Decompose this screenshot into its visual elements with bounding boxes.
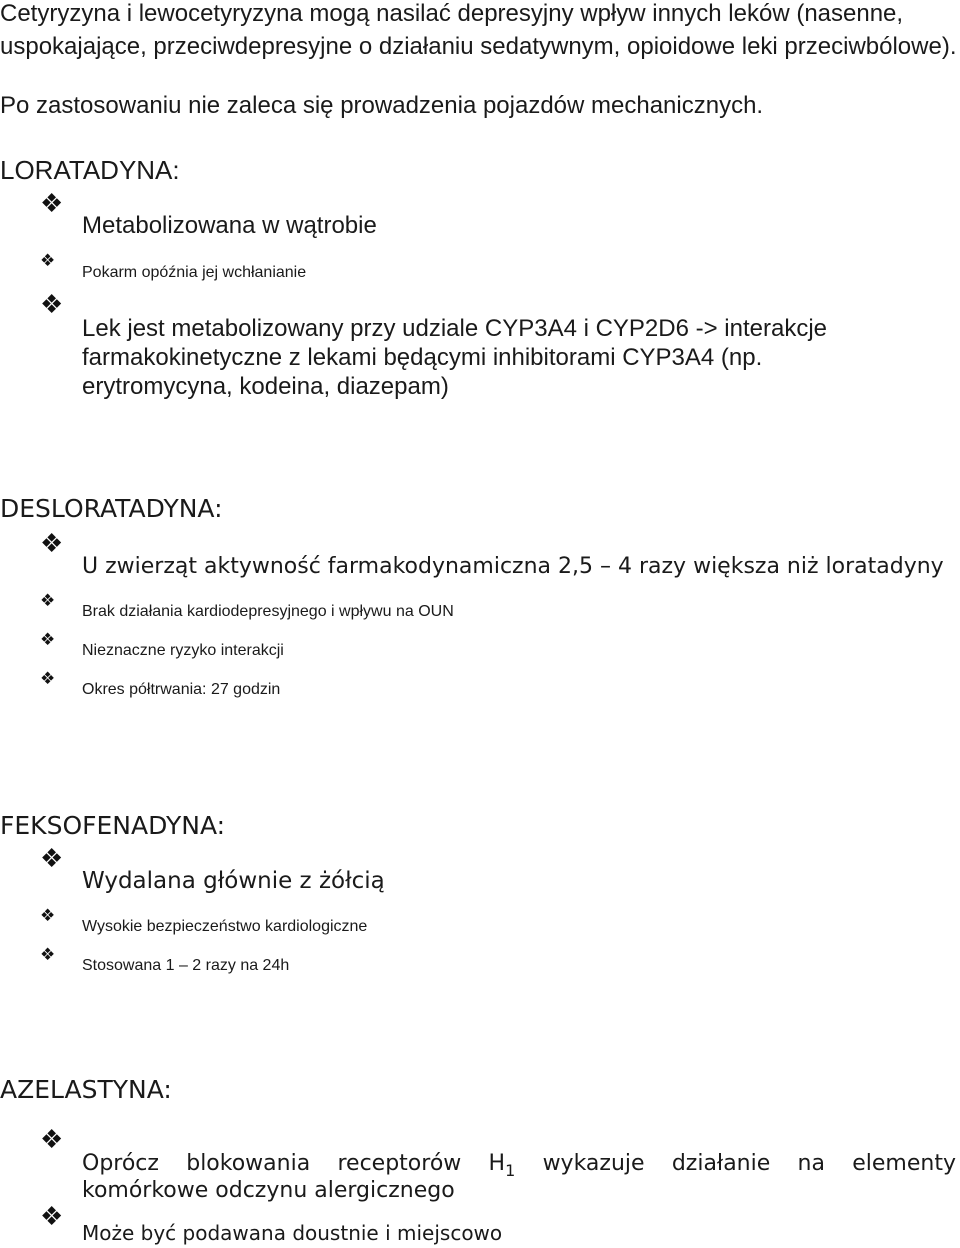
intro-line-2: uspokajające, przeciwdepresyjne o działaniu sedatywnym, opioidowe leki przeciwbólowe). [0,33,957,60]
bullet-icon: ❖ [40,528,64,558]
desloratadyna-item-4: Okres półtrwania: 27 godzin [82,681,281,698]
azelastyna-item-1-line-2: komórkowe odczynu alergicznego [82,1178,455,1203]
bullet-icon: ❖ [40,1124,64,1154]
bullet-icon: ❖ [40,251,56,270]
feksofenadyna-item-2: Wysokie bezpieczeństwo kardiologiczne [82,918,368,935]
subscript-one: 1 [505,1161,516,1179]
desloratadyna-item-3: Nieznaczne ryzyko interakcji [82,642,284,659]
loratadyna-item-3-line-2: farmakokinetyczne z lekami będącymi inhibitorami CYP3A4 (np. [82,344,763,371]
heading-feksofenadyna: FEKSOFENADYNA: [0,811,226,840]
bullet-icon: ❖ [40,630,56,649]
bullet-icon: ❖ [40,591,56,610]
feksofenadyna-item-3: Stosowana 1 – 2 razy na 24h [82,957,290,974]
intro-line-1: Cetyryzyna i lewocetyryzyna mogą nasilać depresyjny wpływ innych leków (nasenne, [0,0,904,27]
azelastyna-item-2: Może być podawana doustnie i miejscowo [82,1221,503,1245]
desloratadyna-item-2: Brak działania kardiodepresyjnego i wpływu na OUN [82,603,454,620]
loratadyna-item-3-line-3: erytromycyna, kodeina, diazepam) [82,373,449,400]
bullet-icon: ❖ [40,906,56,925]
loratadyna-item-3-line-1: Lek jest metabolizowany przy udziale CYP3A4 i CYP2D6 -> interakcje [82,315,828,342]
bullet-icon: ❖ [40,843,64,873]
loratadyna-item-1: Metabolizowana w wątrobie [82,212,377,239]
feksofenadyna-item-1: Wydalana głównie z żółcią [82,868,385,894]
bullet-icon: ❖ [40,188,64,218]
azelastyna-item-1-line-1 [82,1149,956,1179]
intro-line-3: Po zastosowaniu nie zaleca się prowadzenia pojazdów mechanicznych. [0,92,764,119]
heading-desloratadyna: DESLORATADYNA: [0,494,223,523]
bullet-icon: ❖ [40,289,64,319]
desloratadyna-item-1: U zwierząt aktywność farmakodynamiczna 2,5 – 4 razy większa niż loratadyny [82,554,944,579]
heading-azelastyna: AZELASTYNA: [0,1075,172,1104]
bullet-icon: ❖ [40,669,56,688]
heading-loratadyna: LORATADYNA: [0,155,180,185]
azelastyna-item-1-text: Oprócz blokowania receptorów H [82,1151,506,1176]
bullet-icon: ❖ [40,945,56,964]
azelastyna-item-1-text-cont: wykazuje działanie na elementy [542,1151,956,1176]
bullet-icon: ❖ [40,1201,64,1231]
loratadyna-item-2: Pokarm opóźnia jej wchłanianie [82,264,307,281]
